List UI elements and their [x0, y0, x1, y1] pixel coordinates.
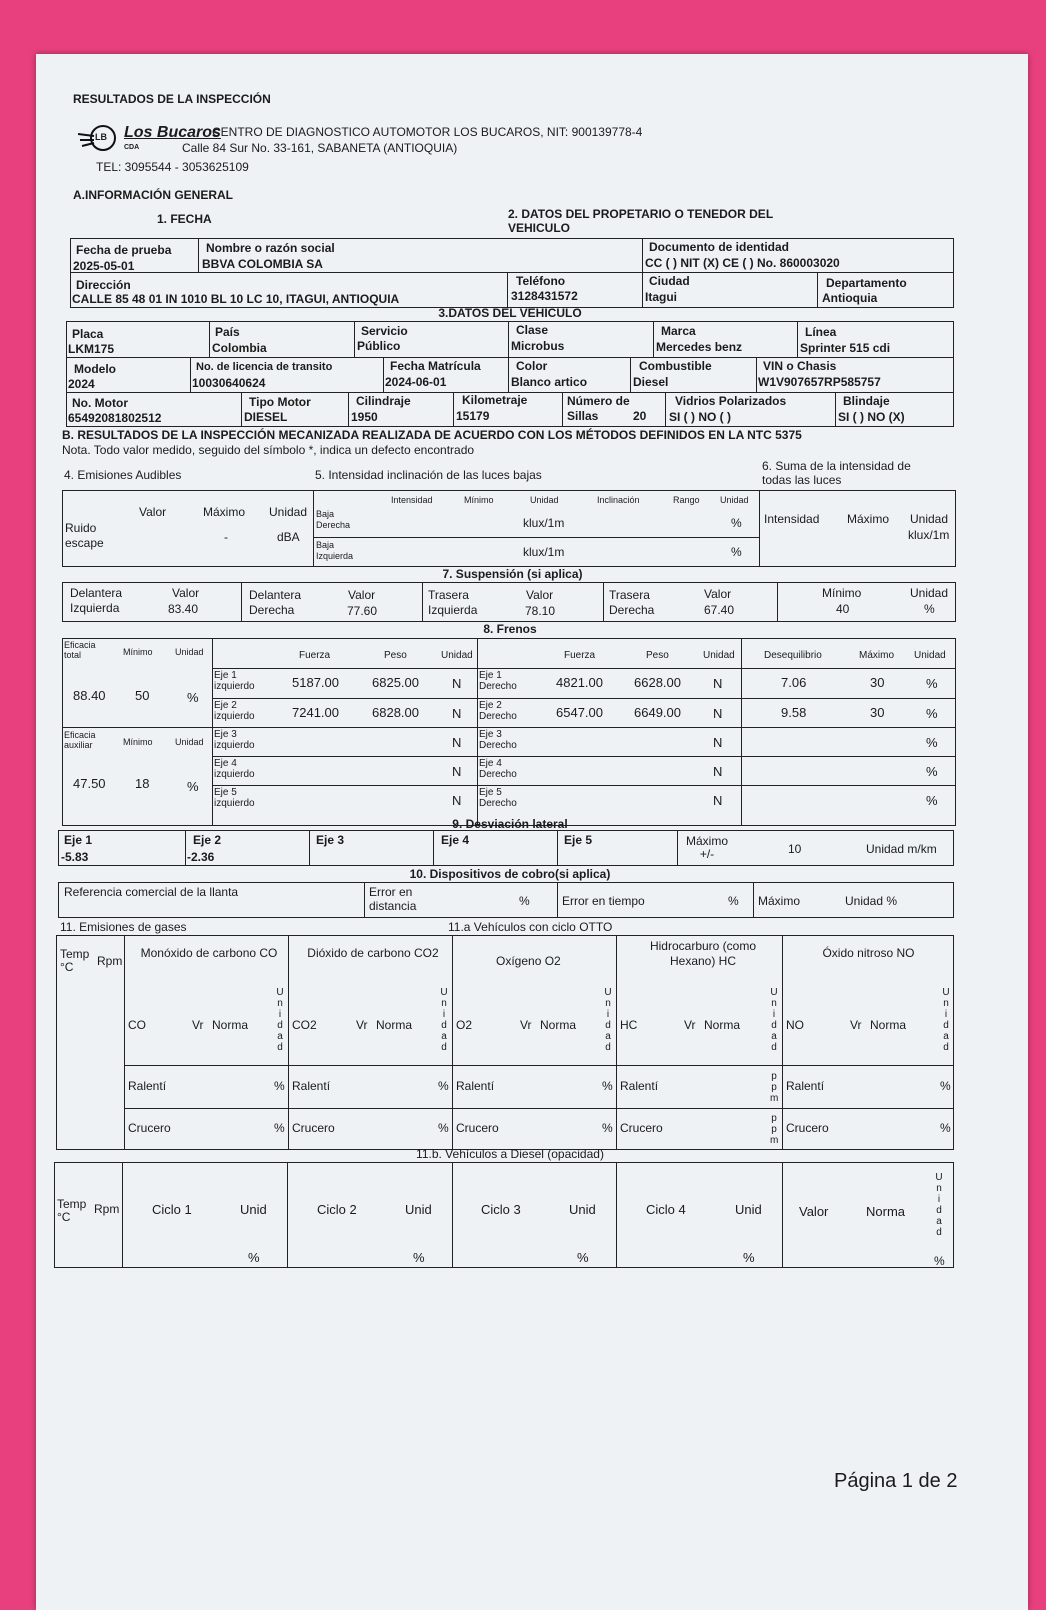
servicio-label: Servicio: [361, 324, 408, 338]
unidad-izq-value: N: [452, 706, 462, 721]
unidad-deseq-header: Unidad: [914, 650, 946, 661]
unidad-izq-header: Unidad: [441, 650, 473, 661]
luces-rango-header: Rango: [673, 495, 700, 505]
ciudad-value: Itagui: [645, 290, 677, 304]
co-norma-label: Norma: [212, 1018, 249, 1032]
ciclo4-pct: %: [743, 1250, 755, 1265]
diesel-norma-label: Norma: [866, 1204, 906, 1219]
suma-maximo-header: Máximo: [847, 512, 890, 526]
cilindraje-label: Cilindraje: [356, 394, 411, 408]
luces-inclinacion-header: Inclinación: [597, 495, 640, 505]
diesel-valor-label: Valor: [799, 1204, 829, 1219]
fuerza-izq-value: 7241.00: [292, 705, 339, 720]
cobro-unidad-label: Unidad %: [845, 894, 898, 908]
desequilibrio-value: 7.06: [781, 675, 807, 690]
susp-del-izq-value: 83.40: [168, 602, 199, 616]
eje-derecho-label: Eje 2 Derecho: [479, 700, 517, 722]
co2-crucero-unit: %: [438, 1121, 449, 1135]
tipo-motor-label: Tipo Motor: [249, 395, 311, 409]
o2-gas-label: O2: [456, 1018, 473, 1032]
luces-unidad-header: Unidad: [530, 495, 559, 505]
company-address: Calle 84 Sur No. 33-161, SABANETA (ANTIOQUIA): [182, 141, 458, 155]
peso-der-header: Peso: [646, 650, 669, 661]
clase-label: Clase: [516, 323, 549, 337]
telefono-value: 3128431572: [511, 289, 578, 303]
baja-derecha-pct: %: [731, 516, 742, 530]
co2-norma-label: Norma: [376, 1018, 413, 1032]
nombre-label: Nombre o razón social: [206, 241, 335, 255]
vidrios-label: Vidrios Polarizados: [675, 394, 787, 408]
no-unidad-vertical: U n i d a d: [942, 987, 950, 1053]
hc-crucero-label: Crucero: [620, 1121, 663, 1135]
desv-eje3-label: Eje 3: [316, 833, 345, 847]
kilometraje-value: 15179: [456, 409, 490, 423]
co2-vr-label: Vr: [356, 1018, 368, 1032]
ciclo4-unid-label: Unid: [735, 1202, 762, 1217]
ruido-escape-label: Ruido escape: [65, 521, 104, 550]
eficacia-aux-pct: %: [187, 779, 199, 794]
eficacia-aux-minimo: 18: [135, 776, 150, 791]
tipo-motor-value: DIESEL: [244, 410, 288, 424]
fuerza-izq-value: 5187.00: [292, 675, 339, 690]
unidad-izq-value: N: [452, 735, 462, 750]
desequilibrio-pct: %: [926, 676, 938, 691]
fuerza-der-header: Fuerza: [564, 650, 596, 661]
hc-heading: Hidrocarburo (como Hexano) HC: [649, 939, 757, 968]
diesel-rpm-label: Rpm: [94, 1202, 120, 1216]
linea-value: Sprinter 515 cdi: [800, 341, 891, 355]
desv-maximo-label: Máximo +/-: [685, 834, 728, 861]
cobro-maximo-label: Máximo: [758, 894, 801, 908]
o2-ralenti-unit: %: [602, 1079, 613, 1093]
cobro-ref-label: Referencia comercial de la llanta: [64, 885, 239, 899]
propietario-heading: 2. DATOS DEL PROPETARIO O TENEDOR DEL VEHICULO: [508, 207, 773, 235]
desequilibrio-pct: %: [926, 735, 938, 750]
ciclo4-label: Ciclo 4: [646, 1202, 686, 1217]
co2-unidad-vertical: U n i d a d: [440, 987, 448, 1053]
susp-tras-izq-label: Trasera Izquierda: [428, 588, 478, 617]
color-value: Blanco artico: [511, 375, 588, 389]
departamento-value: Antioquia: [822, 291, 878, 305]
documento-value: CC ( ) NIT (X) CE ( ) No. 860003020: [645, 256, 840, 270]
ruido-unidad-header: Unidad: [269, 505, 308, 519]
blindaje-value: SI ( ) NO (X): [838, 410, 905, 424]
desequilibrio-pct: %: [926, 793, 938, 808]
no-crucero-label: Crucero: [786, 1121, 829, 1135]
vin-value: W1V907657RP585757: [758, 375, 881, 389]
gases-heading: 11. Emisiones de gases: [60, 920, 187, 934]
vin-label: VIN o Chasis: [763, 359, 837, 373]
co-gas-label: CO: [128, 1018, 146, 1032]
cobro-error-tiempo-label: Error en tiempo: [562, 894, 645, 908]
susp-unidad-value: %: [924, 602, 935, 616]
baja-izquierda-pct: %: [731, 545, 742, 559]
ciclo2-pct: %: [413, 1250, 425, 1265]
cobro-distancia-pct: %: [519, 894, 530, 908]
co-ralenti-unit: %: [274, 1079, 285, 1093]
desequilibrio-header: Desequilibrio: [764, 650, 822, 661]
desv-eje1-value: -5.83: [61, 850, 89, 864]
cobro-tiempo-pct: %: [728, 894, 739, 908]
suma-intensidad-header: Intensidad: [764, 512, 820, 526]
diesel-temp-label: Temp °C: [57, 1197, 87, 1224]
susp-tras-izq-valor-header: Valor: [526, 588, 554, 602]
hc-norma-label: Norma: [704, 1018, 741, 1032]
kilometraje-label: Kilometraje: [462, 393, 528, 407]
linea-label: Línea: [805, 325, 837, 339]
matricula-label: Fecha Matrícula: [390, 359, 481, 373]
hc-gas-label: HC: [620, 1018, 638, 1032]
desviacion-heading: 9. Desviación lateral: [452, 817, 568, 831]
company-phone: TEL: 3095544 - 3053625109: [96, 160, 249, 174]
co2-crucero-label: Crucero: [292, 1121, 335, 1135]
hc-unidad-vertical: U n i d a d: [770, 987, 778, 1053]
maximo-header: Máximo: [859, 650, 895, 661]
peso-izq-value: 6828.00: [372, 705, 419, 720]
desv-eje5-label: Eje 5: [564, 833, 593, 847]
ciclo2-label: Ciclo 2: [317, 1202, 357, 1217]
no-vr-label: Vr: [850, 1018, 862, 1032]
ciclo1-pct: %: [248, 1250, 260, 1265]
o2-crucero-label: Crucero: [456, 1121, 499, 1135]
diesel-unidad-vertical: U n i d a d: [935, 1172, 943, 1238]
no-gas-label: NO: [786, 1018, 804, 1032]
ruido-unidad-value: dBA: [277, 530, 300, 544]
peso-der-value: 6649.00: [634, 705, 681, 720]
susp-tras-der-label: Trasera Derecha: [609, 588, 655, 617]
color-label: Color: [516, 359, 548, 373]
peso-izq-header: Peso: [384, 650, 407, 661]
ruido-maximo-header: Máximo: [203, 505, 246, 519]
o2-crucero-unit: %: [602, 1121, 613, 1135]
direccion-label: Dirección: [76, 278, 131, 292]
no-crucero-unit: %: [940, 1121, 951, 1135]
diesel-heading: 11.b. Vehículos a Diesel (opacidad): [416, 1147, 604, 1161]
o2-heading: Oxígeno O2: [496, 954, 561, 968]
eficacia-aux-unidad-header: Unidad: [175, 737, 204, 747]
desv-maximo-value: 10: [788, 842, 802, 856]
section-a-heading: A.INFORMACIÓN GENERAL: [73, 188, 233, 202]
eje-derecho-label: Eje 5 Derecho: [479, 787, 517, 809]
ruido-valor-header: Valor: [139, 505, 167, 519]
ciclo1-label: Ciclo 1: [152, 1202, 192, 1217]
unidad-der-value: N: [713, 706, 723, 721]
o2-norma-label: Norma: [540, 1018, 577, 1032]
desequilibrio-pct: %: [926, 764, 938, 779]
direccion-value: CALLE 85 48 01 IN 1010 BL 10 LC 10, ITAGUI, ANTIOQUIA: [72, 292, 400, 306]
cobro-heading: 10. Dispositivos de cobro(si aplica): [409, 867, 611, 881]
hc-ralenti-label: Ralentí: [620, 1079, 659, 1093]
matricula-value: 2024-06-01: [385, 375, 447, 389]
modelo-value: 2024: [68, 377, 95, 391]
unidad-der-value: N: [713, 764, 723, 779]
eficacia-auxiliar-label: Eficacia auxiliar: [64, 730, 96, 750]
combustible-value: Diesel: [633, 375, 669, 389]
luces-heading: 5. Intensidad inclinación de las luces bajas: [315, 468, 542, 482]
suma-unidad-value: klux/1m: [908, 528, 950, 542]
nota-text: Nota. Todo valor medido, seguido del símbolo *, indica un defecto encontrado: [62, 443, 475, 457]
susp-del-der-label: Delantera Derecha: [249, 588, 302, 617]
susp-del-der-valor-header: Valor: [348, 588, 376, 602]
fuerza-der-value: 4821.00: [556, 675, 603, 690]
susp-tras-der-valor-header: Valor: [704, 587, 732, 601]
otto-temp-label: Temp °C: [60, 947, 90, 974]
co-crucero-label: Crucero: [128, 1121, 171, 1135]
luces-minimo-header: Mínimo: [464, 495, 494, 505]
suspension-heading: 7. Suspensión (si aplica): [442, 567, 583, 581]
eje-derecho-label: Eje 3 Derecho: [479, 729, 517, 751]
otto-heading: 11.a Vehículos con ciclo OTTO: [448, 920, 613, 934]
maximo-value: 30: [870, 705, 885, 720]
desv-eje2-value: -2.36: [187, 850, 215, 864]
baja-derecha-label: Baja Derecha: [316, 509, 351, 530]
unidad-izq-value: N: [452, 793, 462, 808]
luces-unidad2-header: Unidad: [720, 495, 749, 505]
combustible-label: Combustible: [639, 359, 712, 373]
page-number: Página 1 de 2: [834, 1470, 958, 1492]
eficacia-total-minimo-header: Mínimo: [123, 647, 153, 657]
vehiculo-heading: 3.DATOS DEL VEHICULO: [438, 306, 582, 320]
fecha-heading: 1. FECHA: [157, 212, 212, 226]
eje-izquierdo-label: Eje 4 izquierdo: [214, 758, 255, 780]
eficacia-aux-minimo-header: Mínimo: [123, 737, 153, 747]
pais-value: Colombia: [212, 341, 267, 355]
co2-gas-label: CO2: [292, 1018, 317, 1032]
eficacia-total-unidad-header: Unidad: [175, 647, 204, 657]
hc-ralenti-unit: p p m: [770, 1071, 779, 1104]
baja-izquierda-unidad: klux/1m: [523, 545, 565, 559]
co-unidad-vertical: U n i d a d: [276, 987, 284, 1053]
motor-value: 65492081802512: [68, 411, 162, 425]
desv-unidad-label: Unidad m/km: [866, 842, 937, 856]
eficacia-aux-value: 47.50: [73, 776, 106, 791]
co2-ralenti-unit: %: [438, 1079, 449, 1093]
placa-label: Placa: [72, 327, 104, 341]
company-logo: [78, 124, 124, 159]
fuerza-der-value: 6547.00: [556, 705, 603, 720]
susp-tras-der-value: 67.40: [704, 603, 735, 617]
eje-derecho-label: Eje 4 Derecho: [479, 758, 517, 780]
documento-label: Documento de identidad: [649, 240, 790, 254]
susp-del-izq-valor-header: Valor: [172, 586, 200, 600]
eje-derecho-label: Eje 1 Derecho: [479, 670, 517, 692]
frenos-heading: 8. Frenos: [483, 622, 537, 636]
licencia-label: No. de licencia de transito: [196, 361, 333, 373]
baja-derecha-unidad: klux/1m: [523, 516, 565, 530]
eje-izquierdo-label: Eje 2 izquierdo: [214, 700, 255, 722]
marca-value: Mercedes benz: [656, 340, 743, 354]
no-ralenti-unit: %: [940, 1079, 951, 1093]
no-heading: Óxido nitroso NO: [822, 946, 915, 960]
clase-value: Microbus: [511, 339, 565, 353]
emisiones-audibles-heading: 4. Emisiones Audibles: [64, 468, 182, 482]
ciclo3-pct: %: [577, 1250, 589, 1265]
susp-minimo-value: 40: [836, 602, 850, 616]
co2-ralenti-label: Ralentí: [292, 1079, 331, 1093]
desv-eje4-label: Eje 4: [441, 833, 470, 847]
section-b-heading: B. RESULTADOS DE LA INSPECCIÓN MECANIZADA REALIZADA DE ACUERDO CON LOS MÉTODOS DEFINIDOS EN LA NTC 5375: [62, 428, 802, 442]
modelo-label: Modelo: [74, 362, 116, 376]
motor-label: No. Motor: [72, 396, 128, 410]
telefono-label: Teléfono: [516, 274, 566, 288]
departamento-label: Departamento: [826, 276, 907, 290]
desv-eje1-label: Eje 1: [64, 833, 93, 847]
diesel-unidad-pct: %: [934, 1254, 945, 1268]
eje-izquierdo-label: Eje 5 izquierdo: [214, 787, 255, 809]
ciclo1-unid-label: Unid: [240, 1202, 267, 1217]
fecha-label: Fecha de prueba: [76, 243, 172, 257]
cilindraje-value: 1950: [351, 410, 378, 424]
servicio-value: Público: [357, 339, 401, 353]
no-ralenti-label: Ralentí: [786, 1079, 825, 1093]
unidad-der-value: N: [713, 735, 723, 750]
sillas-label: Número de Sillas: [567, 394, 630, 423]
o2-vr-label: Vr: [520, 1018, 532, 1032]
sillas-value: 20: [633, 409, 647, 423]
ciclo2-unid-label: Unid: [405, 1202, 432, 1217]
logo-wordmark: Los Bucaros: [124, 124, 221, 141]
ciclo3-unid-label: Unid: [569, 1202, 596, 1217]
document-title: RESULTADOS DE LA INSPECCIÓN: [73, 92, 271, 106]
company-name: CENTRO DE DIAGNOSTICO AUTOMOTOR LOS BUCAROS, NIT: 900139778-4: [212, 125, 643, 139]
co-heading: Monóxido de carbono CO: [140, 946, 278, 960]
placa-value: LKM175: [68, 342, 115, 356]
susp-del-der-value: 77.60: [347, 604, 378, 618]
eje-izquierdo-label: Eje 1 izquierdo: [214, 670, 255, 692]
blindaje-label: Blindaje: [843, 394, 890, 408]
hc-crucero-unit: p p m: [770, 1113, 779, 1146]
fuerza-izq-header: Fuerza: [299, 650, 331, 661]
no-norma-label: Norma: [870, 1018, 907, 1032]
eje-izquierdo-label: Eje 3 izquierdo: [214, 729, 255, 751]
co2-heading: Dióxido de carbono CO2: [307, 946, 439, 960]
maximo-value: 30: [870, 675, 885, 690]
eficacia-total-value: 88.40: [73, 688, 106, 703]
desequilibrio-pct: %: [926, 706, 938, 721]
ruido-maximo-value: -: [224, 530, 228, 544]
peso-izq-value: 6825.00: [372, 675, 419, 690]
peso-der-value: 6628.00: [634, 675, 681, 690]
unidad-der-value: N: [713, 793, 723, 808]
susp-minimo-header: Mínimo: [822, 586, 862, 600]
hc-vr-label: Vr: [684, 1018, 696, 1032]
ciclo3-label: Ciclo 3: [481, 1202, 521, 1217]
luces-ruido-table: [62, 490, 956, 567]
licencia-value: 10030640624: [192, 376, 266, 390]
suma-luces-heading: 6. Suma de la intensidad de todas las luces: [762, 459, 911, 487]
unidad-der-header: Unidad: [703, 650, 735, 661]
logo-subtext: CDA: [124, 144, 140, 151]
fecha-value: 2025-05-01: [73, 259, 135, 273]
co-vr-label: Vr: [192, 1018, 204, 1032]
susp-unidad-header: Unidad: [910, 586, 949, 600]
eficacia-total-label: Eficacia total: [64, 640, 96, 660]
unidad-izq-value: N: [452, 676, 462, 691]
desv-eje2-label: Eje 2: [193, 833, 222, 847]
susp-tras-izq-value: 78.10: [525, 604, 556, 618]
ciudad-label: Ciudad: [649, 274, 690, 288]
co-crucero-unit: %: [274, 1121, 285, 1135]
marca-label: Marca: [661, 324, 696, 338]
unidad-der-value: N: [713, 676, 723, 691]
eficacia-total-pct: %: [187, 690, 199, 705]
logo-initials: LB: [95, 132, 107, 142]
suma-unidad-header: Unidad: [910, 512, 949, 526]
pais-label: País: [215, 325, 240, 339]
o2-unidad-vertical: U n i d a d: [604, 987, 612, 1053]
co-ralenti-label: Ralentí: [128, 1079, 167, 1093]
vidrios-value: SI ( ) NO ( ): [669, 410, 731, 424]
cobro-error-distancia-label: Error en distancia: [369, 885, 417, 913]
luces-intensidad-header: Intensidad: [391, 495, 433, 505]
nombre-value: BBVA COLOMBIA SA: [202, 257, 323, 271]
o2-ralenti-label: Ralentí: [456, 1079, 495, 1093]
desequilibrio-value: 9.58: [781, 705, 807, 720]
susp-del-izq-label: Delantera Izquierda: [70, 586, 123, 615]
baja-izquierda-label: Baja Izquierda: [316, 540, 354, 561]
otto-rpm-label: Rpm: [97, 954, 123, 968]
unidad-izq-value: N: [452, 764, 462, 779]
eficacia-total-minimo: 50: [135, 688, 150, 703]
